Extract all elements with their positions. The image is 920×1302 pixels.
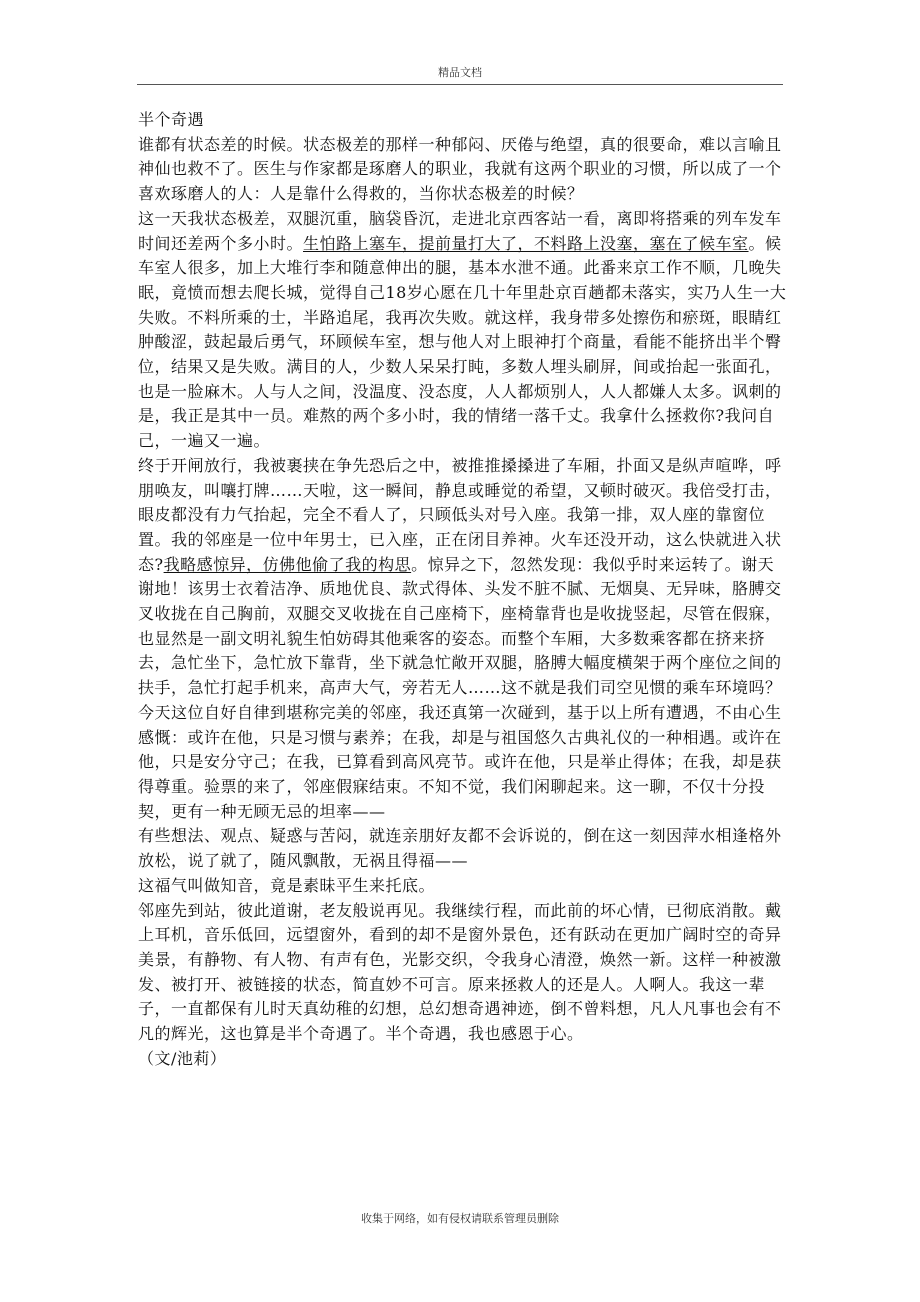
page-header: 精品文档: [438, 66, 482, 79]
paragraph-5: 这福气叫做知音，竟是素昧平生来托底。: [138, 875, 436, 895]
paragraph-6: 邻座先到站，彼此道谢，老友般说再见。我继续行程，而此前的坏心情，已彻底消散。戴上耳机，音乐低回，远望窗外，看到的却不是窗外景色，还有跃动在更加广阔时空的奇异美景，有静物、有人物、有声有色，光影交织，令我身心清澄，焕然一新。这样一种被激发、被打开、被链接的状态，简直妙不可言。原来拯救人的还是人。人啊人。我这一辈子，一直都保有儿时天真幼稚的幻想，总幻想奇遇神迹，倒不曾料想，凡人凡事也会有不凡的辉光，这也算是半个奇遇了。半个奇遇，我也感恩于心。: [138, 900, 782, 1044]
header-divider: [137, 84, 783, 85]
paragraph-3-text-b: 。惊异之下，忽然发现：我似乎时来运转了。谢天谢地！该男士衣着洁净、质地优良、款式得体、头发不脏不腻、无烟臭、无异味，胳膊交叉收拢在自己胸前，双腿交叉收拢在自己座椅下，座椅靠背也是收拢竖起，尽管在假寐，也显然是一副文明礼貌生怕妨碍其他乘客的姿态。而整个车厢，大多数乘客都在挤来挤去，急忙坐下，急忙放下靠背，坐下就急忙敞开双腿，胳膊大幅度横架于两个座位之间的扶手，急忙打起手机来，高声大气，旁若无人……这不就是我们司空见惯的乘车环境吗？今天这位自好自律到堪称完美的邻座，我还真第一次碰到，基于以上所有遭遇，不由心生感慨：或许在他，只是习惯与素养；在我，却是与祖国悠久古典礼仪的一种相遇。或许在他，只是安分守己；在我，已算看到高风亮节。或许在他，只是举止得体；在我，却是获得尊重。验票的来了，邻座假寐结束。不知不觉，我们闲聊起来。这一聊，不仅十分投契，更有一种无顾无忌的坦率——: [138, 554, 782, 821]
page-footer: 收集于网络，如有侵权请联系管理员删除: [361, 1212, 559, 1225]
paragraph-3-text-a: 终于开闸放行，我被裹挟在争先恐后之中，被推推搡搡进了车厢，扑面又是纵声喧哗，呼朋唤友，叫嚷打牌……天啦，这一瞬间，静息或睡觉的希望，又顿时破灭。我倍受打击，眼皮都没有力气抬起，完全不看人了，只顾低头对号入座。我第一排，双人座的靠窗位置。我的邻座是一位中年男士，已入座，正在闭目养神。火车还没开动，这么快就进入状态?: [138, 455, 782, 574]
paragraph-2: [138, 207, 788, 454]
byline: （文/池莉）: [138, 1048, 227, 1068]
paragraph-3: [138, 454, 788, 825]
paragraph-2-text-b: 。候车室人很多，加上大堆行李和随意伸出的腿，基本水泄不通。此番来京工作不顺，几晚失眠，竟愤而想去爬长城，觉得自己18岁心愿在几十年里赴京百趟都未落实，实乃人生一大失败。不料所乘的士，半路追尾，我再次失败。就这样，我身带多处擦伤和瘀斑，眼睛红肿酸涩，鼓起最后勇气，环顾候车室，想与他人对上眼神打个商量，看能不能挤出半个臀位，结果又是失败。满目的人，少数人呆呆打盹，多数人埋头刷屏，间或抬起一张面孔，也是一脸麻木。人与人之间，没温度、没态度，人人都烦别人，人人都嫌人太多。讽刺的是，我正是其中一员。难熬的两个多小时，我的情绪一落千丈。我拿什么拯救你?我问自己，一遍又一遍。: [138, 233, 787, 451]
paragraph-1: 谁都有状态差的时候。状态极差的那样一种郁闷、厌倦与绝望，真的很要命，难以言喻且神仙也救不了。医生与作家都是琢磨人的职业，我就有这两个职业的习惯，所以成了一个喜欢琢磨人的人：人是靠什么得救的，当你状态极差的时候？: [138, 134, 782, 204]
paragraph-3-underlined: 我略感惊异，仿佛他偷了我的构思: [163, 554, 412, 574]
article-body: [138, 108, 788, 1071]
article-title: 半个奇遇: [138, 110, 205, 129]
paragraph-2-text-a: 这一天我状态极差，双腿沉重，脑袋昏沉，走进北京西客站一看，离即将搭乘的列车发车时间还差两个多小时。: [138, 208, 782, 253]
paragraph-4: 有些想法、观点、疑惑与苦闷，就连亲朋好友都不会诉说的，倒在这一刻因萍水相逢格外放松，说了就了，随风飘散，无祸且得福——: [138, 826, 782, 871]
paragraph-2-underlined: 生怕路上塞车，提前量打大了，不料路上没塞，塞在了候车室: [303, 233, 749, 253]
